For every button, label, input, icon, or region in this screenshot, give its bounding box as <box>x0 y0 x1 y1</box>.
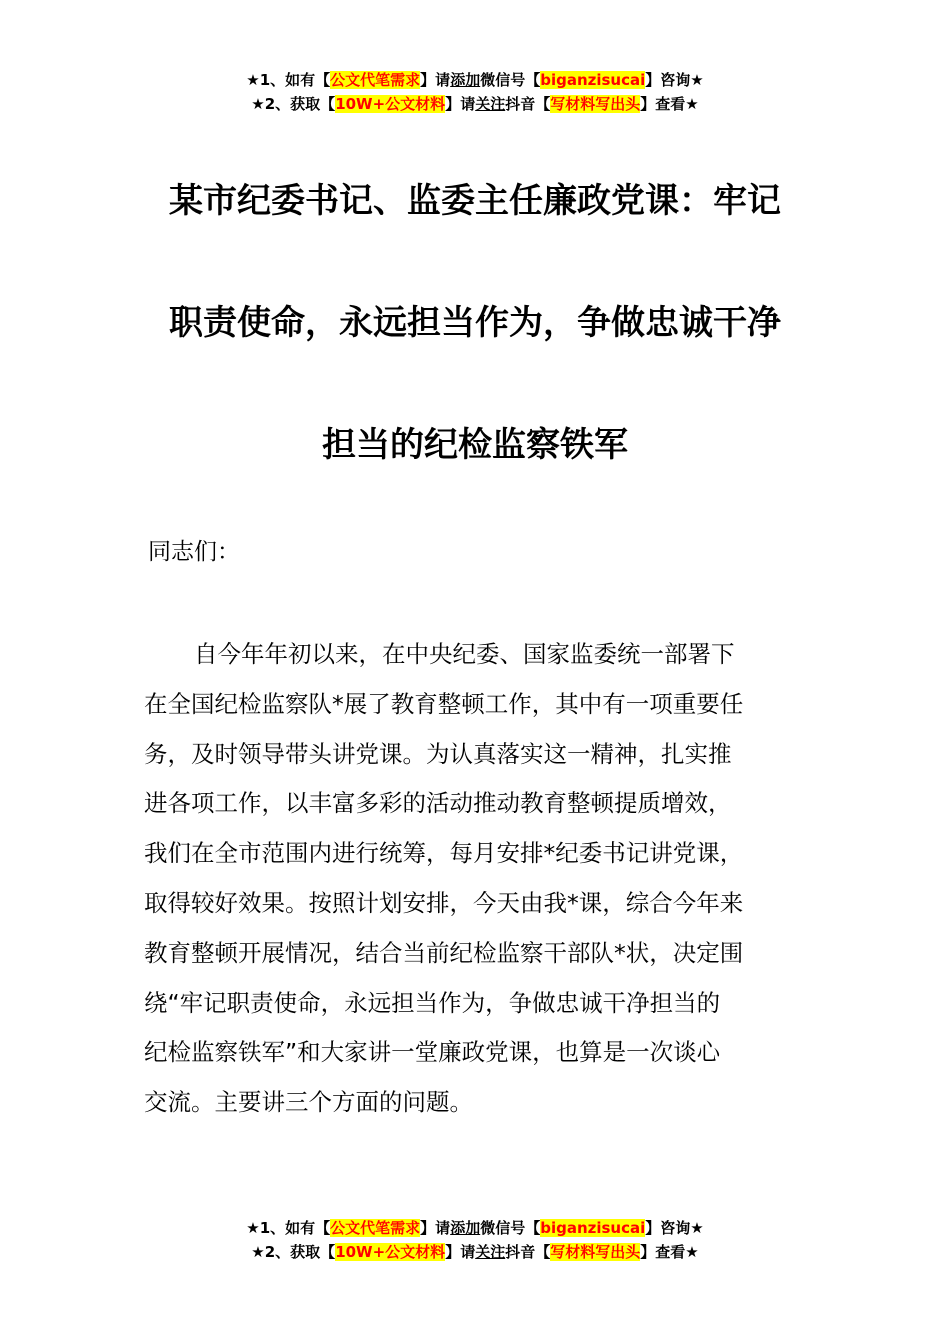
banner-underline: 关注 <box>475 1243 506 1261</box>
title-line: 某市纪委书记、监委主任廉政党课：牢记 <box>169 181 781 221</box>
banner-line-2 <box>0 1240 950 1264</box>
body-line: 务，及时领导带头讲党课。为认真落实这一精神，扎实推 <box>144 739 732 768</box>
banner-highlight-wechat-id: biganzisucai <box>540 1219 646 1237</box>
footer-banner <box>0 1216 950 1264</box>
banner-text: 】请 <box>420 71 451 89</box>
title-line: 职责使命，永远担当作为，争做忠诚干净 <box>169 303 781 343</box>
banner-text: 微信号【 <box>480 1219 541 1237</box>
banner-highlight: 10W+公文材料 <box>335 1243 446 1261</box>
banner-text: 】请 <box>420 1219 451 1237</box>
banner-text: ★2、获取【 <box>251 95 336 113</box>
banner-text: ★2、获取【 <box>251 1243 336 1261</box>
body-line: 进各项工作，以丰富多彩的活动推动教育整顿提质增效， <box>144 789 732 818</box>
banner-underline: 关注 <box>475 95 506 113</box>
header-banner <box>0 68 950 116</box>
banner-text: 】咨询★ <box>645 71 704 89</box>
body-line: 教育整顿开展情况，结合当前纪检监察干部队*状，决定围 <box>144 938 744 967</box>
banner-underline: 添加 <box>450 71 481 89</box>
banner-text: ★1、如有【 <box>246 1219 331 1237</box>
banner-highlight-douyin-id: 写材料写出头 <box>550 1243 641 1261</box>
body-line: 取得较好效果。按照计划安排，今天由我*课，综合今年来 <box>144 888 744 917</box>
banner-line-1 <box>0 1216 950 1240</box>
banner-underline: 添加 <box>450 1219 481 1237</box>
body-line: 在全国纪检监察队*展了教育整顿工作，其中有一项重要任 <box>144 689 744 718</box>
body-line: 交流。主要讲三个方面的问题。 <box>144 1088 473 1117</box>
body-line: 纪检监察铁军”和大家讲一堂廉政党课，也算是一次谈心 <box>144 1038 721 1067</box>
banner-text: 微信号【 <box>480 71 541 89</box>
body-line: 绕“牢记职责使命，永远担当作为，争做忠诚干净担当的 <box>144 988 721 1017</box>
banner-highlight: 公文代笔需求 <box>330 1219 421 1237</box>
body-line: 自今年年初以来，在中央纪委、国家监委统一部署下 <box>194 640 735 668</box>
banner-highlight: 公文代笔需求 <box>330 71 421 89</box>
salutation: 同志们： <box>148 539 240 565</box>
banner-text: 抖音【 <box>505 1243 551 1261</box>
banner-highlight: 10W+公文材料 <box>335 95 446 113</box>
banner-text: 】查看★ <box>640 1243 699 1261</box>
title-line: 担当的纪检监察铁军 <box>322 425 628 465</box>
body-paragraph <box>144 630 808 1128</box>
banner-text: ★1、如有【 <box>246 71 331 89</box>
banner-highlight-douyin-id: 写材料写出头 <box>550 95 641 113</box>
banner-text: 】咨询★ <box>645 1219 704 1237</box>
banner-line-2 <box>0 92 950 116</box>
banner-line-1 <box>0 68 950 92</box>
banner-text: 】查看★ <box>640 95 699 113</box>
body-line: 我们在全市范围内进行统筹，每月安排*纪委书记讲党课， <box>144 839 744 868</box>
banner-text: 抖音【 <box>505 95 551 113</box>
document-title <box>140 140 810 506</box>
banner-text: 】请 <box>445 95 476 113</box>
banner-text: 】请 <box>445 1243 476 1261</box>
banner-highlight-wechat-id: biganzisucai <box>540 71 646 89</box>
